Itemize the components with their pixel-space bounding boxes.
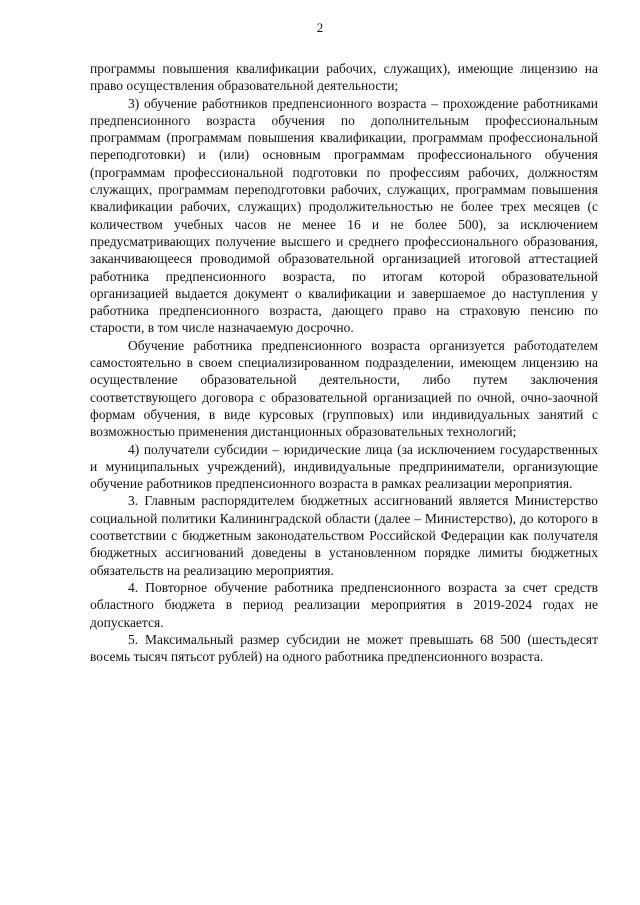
- paragraph-item-3-training: 3) обучение работников предпенсионного возраста – прохождение работниками предпенсионного возраста обучения по дополнительным профессиональным программам (программам повышения квалификации, программам профессиональной переподготовки) и (или) основным программам профессионального обучения (программам профессиональной подготовки по профессиям рабочих, должностям служащих, программам переподготовки рабочих, служащих, программам повышения квалификации рабочих, служащих) продолжительностью не более трех месяцев (с количеством учебных часов не менее 16 и не более 500), за исключением предусматривающих получение высшего и среднего профессионального образования, заканчивающееся проводимой образовательной организацией итоговой аттестацией работника предпенсионного возраста, по итогам которой образовательной организацией выдается документ о квалификации и завершаемое до наступления у работника предпенсионного возраста, дающего право на страховую пенсию по старости, в том числе назначаемую досрочно.: [90, 95, 598, 336]
- paragraph-item-4-recipients: 4) получатели субсидии – юридические лица (за исключением государственных и муниципальных учреждений), индивидуальные предприниматели, организующие обучение работников предпенсионного возраста в рамках реализации мероприятия.: [90, 441, 598, 492]
- paragraph-training-organization: Обучение работника предпенсионного возраста организуется работодателем самостоятельно в своем специализированном подразделении, имеющем лицензию на осуществление образовательной деятельности, либо путем заключения соответствующего договора с образовательной организацией по очной, очно-заочной формам обучения, в виде курсовых (групповых) или индивидуальных занятий с возможностью применения дистанционных образовательных технологий;: [90, 337, 598, 440]
- document-body: [90, 60, 598, 665]
- page-number: 2: [316, 20, 324, 35]
- paragraph-section-3-main-manager: 3. Главным распорядителем бюджетных ассигнований является Министерство социальной политики Калининградской области (далее – Министерство), до которого в соответствии с бюджетным законодательством Российской Федерации как получателя бюджетных ассигнований доведены в установленном порядке лимиты бюджетных обязательств на реализацию мероприятия.: [90, 493, 598, 578]
- paragraph-section-4-repeat-training: 4. Повторное обучение работника предпенсионного возраста за счет средств областного бюджета в период реализации мероприятия в 2019-2024 годах не допускается.: [90, 579, 598, 630]
- paragraph-continuation: программы повышения квалификации рабочих, служащих), имеющие лицензию на право осуществления образовательной деятельности;: [90, 61, 598, 94]
- paragraph-section-5-max-subsidy: 5. Максимальный размер субсидии не может превышать 68 500 (шестьдесят восемь тысяч пятьсот рублей) на одного работника предпенсионного возраста.: [90, 631, 598, 665]
